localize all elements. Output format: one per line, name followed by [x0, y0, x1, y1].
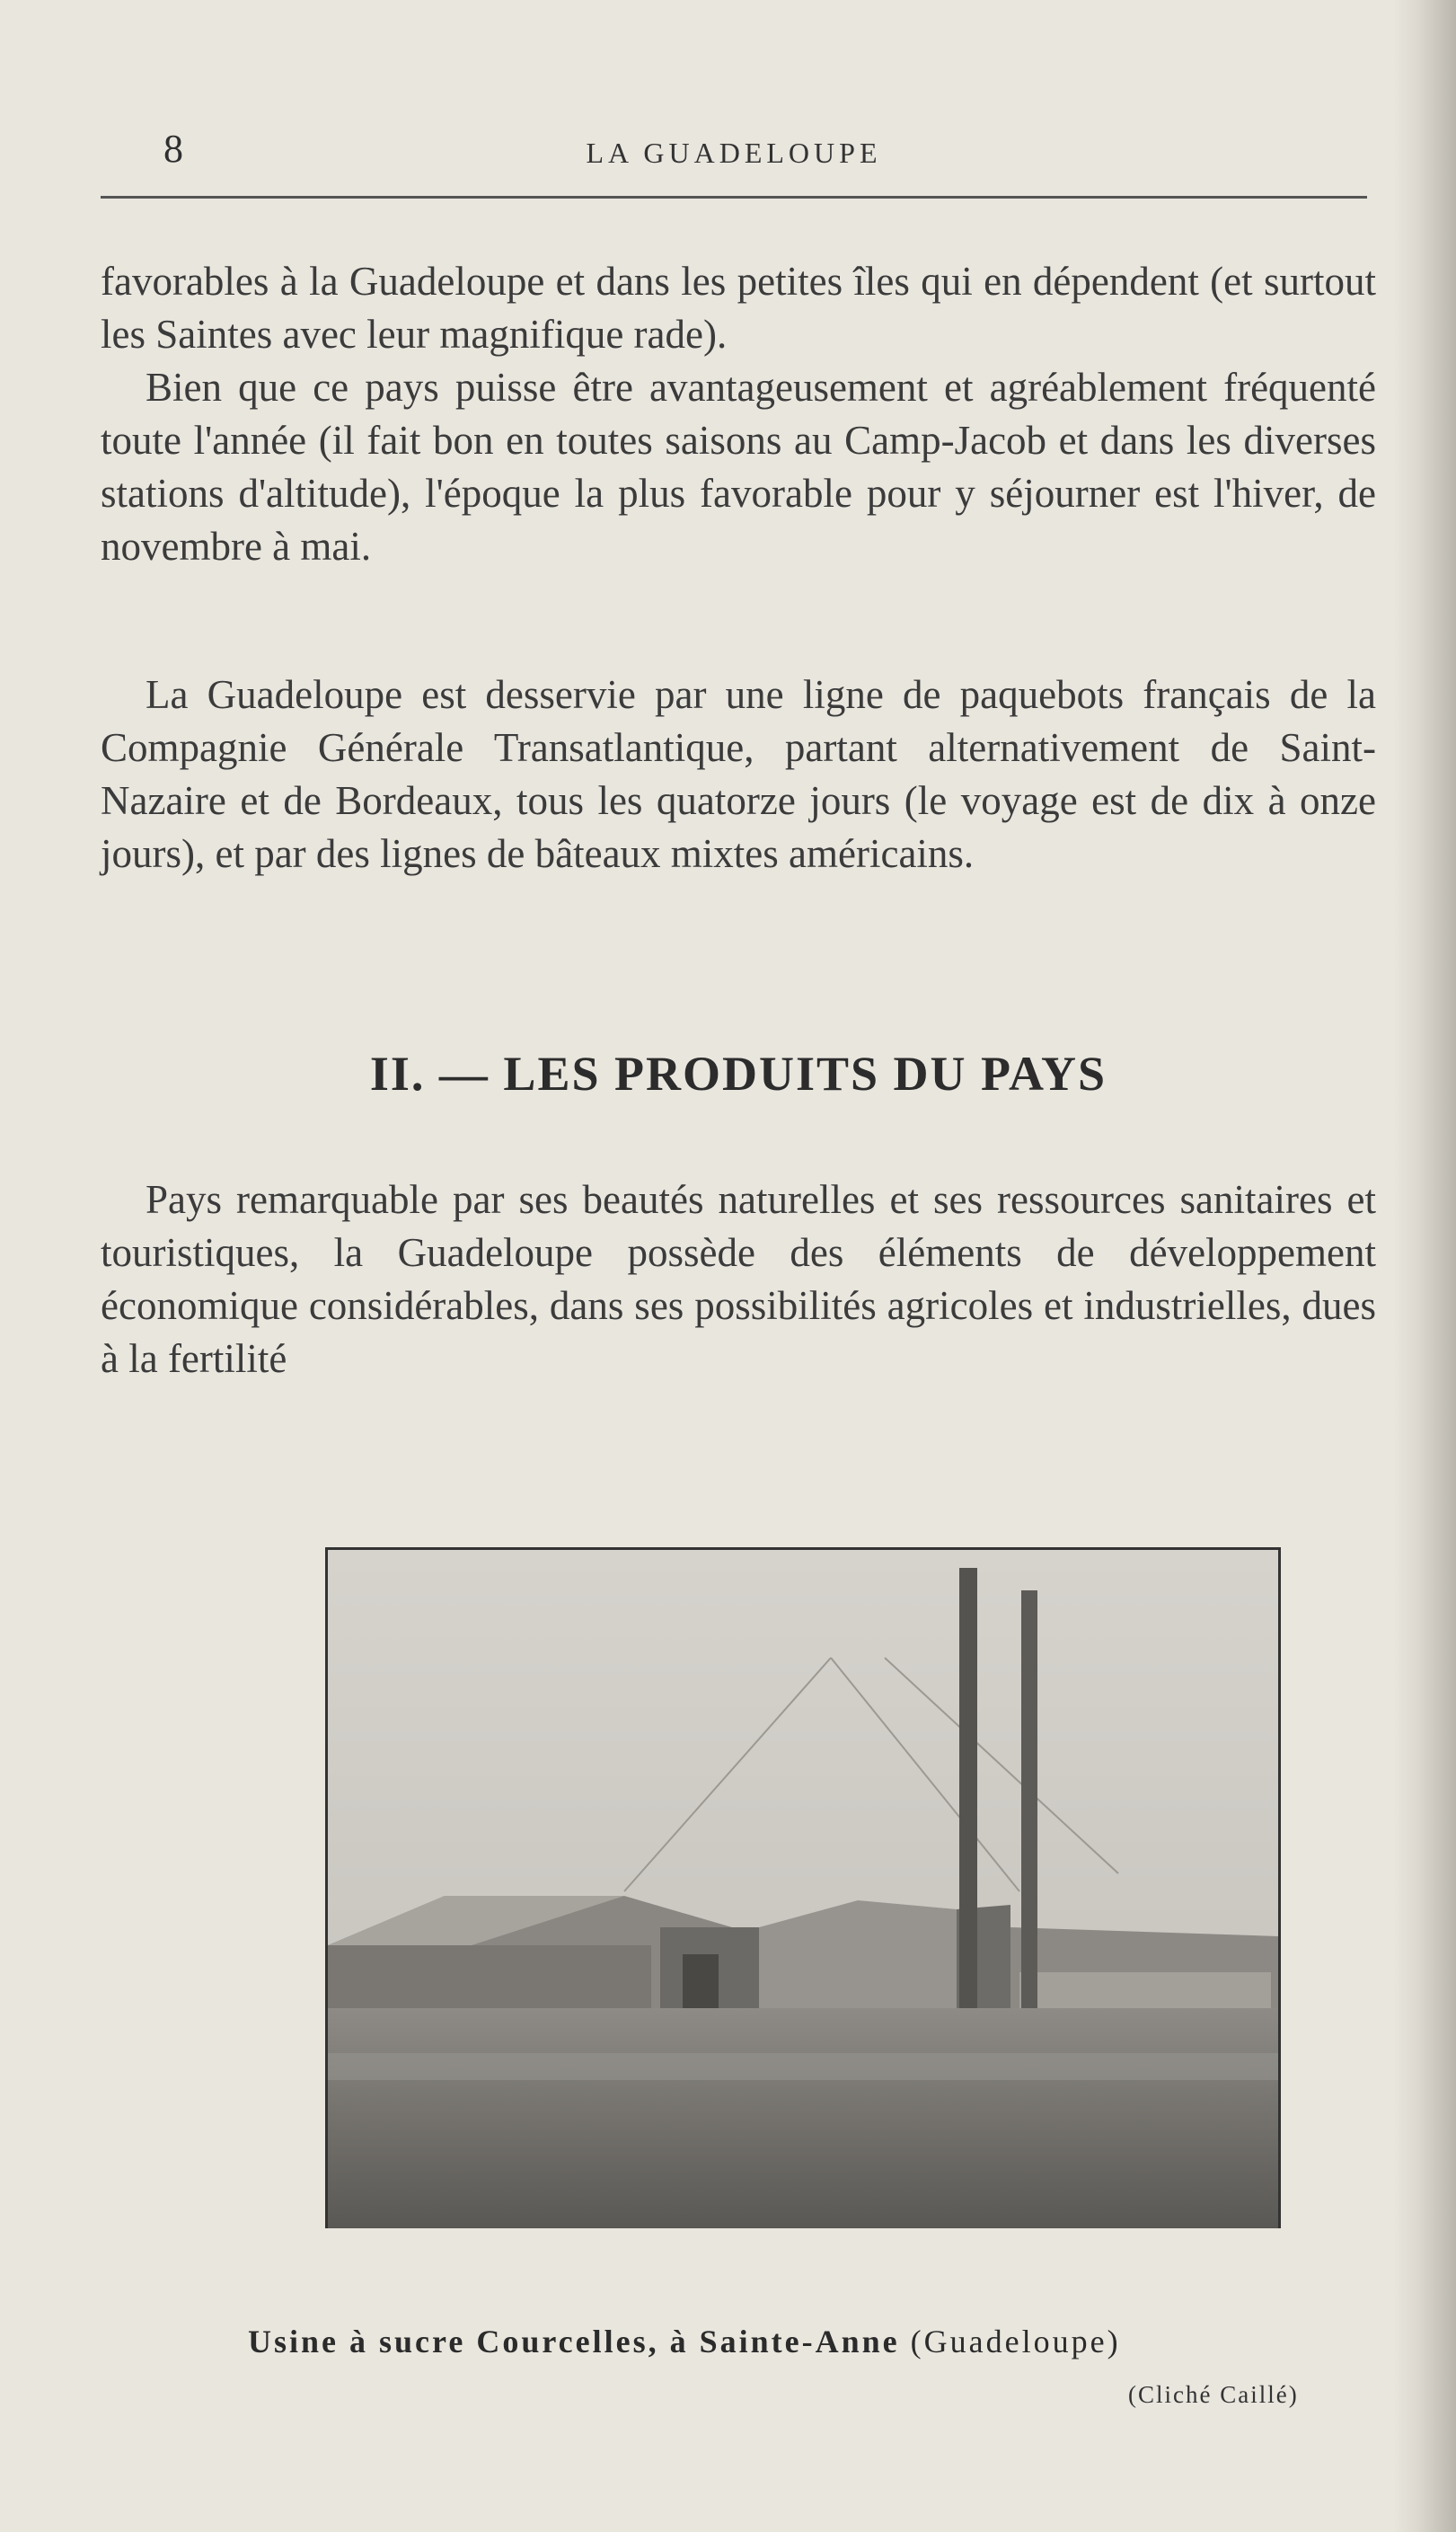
caption-place: (Guadeloupe): [910, 2324, 1121, 2359]
text-block-intro: [101, 255, 1376, 573]
photo-credit: (Cliché Caillé): [1128, 2381, 1299, 2408]
header-rule: [101, 196, 1367, 199]
paragraph-2: Bien que ce pays puisse être avantageusement et agréablement fréquenté toute l'année (il fait bon en toutes saisons au Camp-Jacob et dans les diverses stations d'altitude), l'époque la plus favorable pour y séjourner est l'hiver, de novembre à mai.: [101, 365, 1376, 569]
section-heading: II. — LES PRODUITS DU PAYS: [369, 1047, 1107, 1101]
factory-photo-illustration: [328, 1550, 1278, 2228]
text-block-transport: [101, 668, 1376, 881]
paragraph-4: Pays remarquable par ses beautés naturelles et ses ressources sanitaires et touristiques, la Guadeloupe possède des éléments de développement économique considérables, dans ses possibilités agricoles et industrielles, dues à la fertilité: [101, 1177, 1376, 1381]
page-header: [101, 126, 1367, 198]
paragraph-3: La Guadeloupe est desservie par une ligne de paquebots français de la Compagnie Générale Transatlantique, partant alternativement de Saint-Nazaire et de Bordeaux, tous les quatorze jours (le voyage est de dix à onze jours), et par des lignes de bâteaux mixtes américains.: [101, 672, 1376, 876]
text-block-products: [101, 1173, 1376, 1386]
sugar-factory-photo: [325, 1547, 1281, 2228]
paragraph-1: favorables à la Guadeloupe et dans les petites îles qui en dépendent (et surtout les Saintes avec leur magnifique rade).: [101, 259, 1376, 357]
page-edge-shadow: [1393, 0, 1456, 2532]
running-title: LA GUADELOUPE: [586, 137, 882, 169]
caption-title: Usine à sucre Courcelles, à Sainte-Anne: [248, 2324, 900, 2359]
figure-caption: [248, 2323, 1263, 2360]
page-number: 8: [163, 127, 183, 171]
